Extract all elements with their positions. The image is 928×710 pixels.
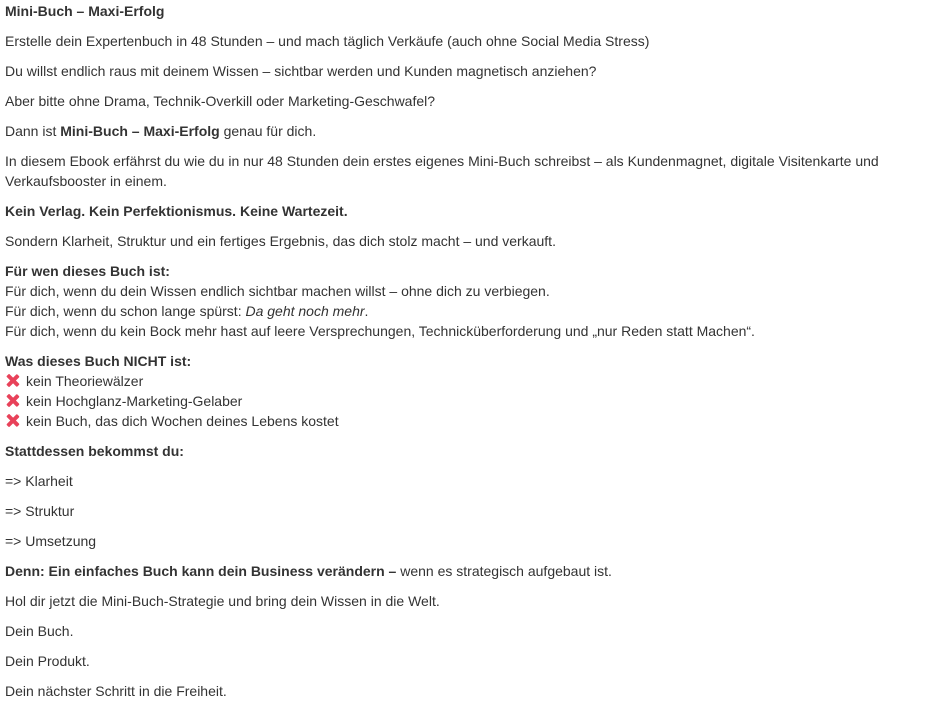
- for-whom-line-2-italic: Da geht noch mehr: [245, 303, 365, 319]
- doc-title: Mini-Buch – Maxi-Erfolg: [5, 3, 165, 19]
- not-list-heading: Was dieses Buch NICHT ist:: [5, 353, 192, 369]
- intro-prefix: Dann ist: [5, 123, 61, 139]
- not-list-item-label: kein Hochglanz-Marketing-Gelaber: [26, 393, 243, 409]
- conclusion-bold: Denn: Ein einfaches Buch kann dein Business verändern –: [5, 563, 397, 579]
- intro-suffix: genau für dich.: [219, 123, 317, 139]
- not-list-item-label: kein Theoriewälzer: [26, 373, 144, 389]
- cross-mark-icon: [5, 393, 20, 408]
- intro-bold: Mini-Buch – Maxi-Erfolg: [60, 123, 220, 139]
- question-1: Du willst endlich raus mit deinem Wissen – sichtbar werden und Kunden magnetisch anziehen?: [5, 63, 597, 79]
- description-line-2: Verkaufsbooster in einem.: [5, 173, 167, 189]
- instead-item: => Klarheit: [5, 473, 73, 489]
- for-whom-line-2-prefix: Für dich, wenn du schon lange spürst:: [5, 303, 246, 319]
- instead-item: => Struktur: [5, 503, 75, 519]
- instead-item: => Umsetzung: [5, 533, 97, 549]
- conclusion: [5, 561, 612, 581]
- for-whom-line-2-suffix: .: [364, 303, 369, 319]
- for-whom-line-3: Für dich, wenn du kein Bock mehr hast auf leere Versprechungen, Technicküberforderung und „nur Reden statt Machen“.: [5, 323, 755, 339]
- instead-heading: Stattdessen bekommst du:: [5, 443, 184, 459]
- doc-subtitle: Erstelle dein Expertenbuch in 48 Stunden – und mach täglich Verkäufe (auch ohne Social Media Stress): [5, 33, 650, 49]
- description-line-1: In diesem Ebook erfährst du wie du in nur 48 Stunden dein erstes eigenes Mini-Buch schreibst – als Kundenmagnet, digitale Visitenkarte und: [5, 153, 879, 169]
- closing-line: Dein Buch.: [5, 623, 74, 639]
- not-list-item: [5, 371, 143, 391]
- tagline-followup: Sondern Klarheit, Struktur und ein fertiges Ergebnis, das dich stolz macht – und verkauft.: [5, 233, 556, 249]
- for-whom-line-2: [5, 301, 368, 321]
- call-to-action: Hol dir jetzt die Mini-Buch-Strategie und bring dein Wissen in die Welt.: [5, 593, 440, 609]
- closing-line: Dein Produkt.: [5, 653, 90, 669]
- for-whom-heading: Für wen dieses Buch ist:: [5, 263, 170, 279]
- not-list-item: [5, 411, 339, 431]
- tagline: Kein Verlag. Kein Perfektionismus. Keine Wartezeit.: [5, 203, 348, 219]
- not-list-item-label: kein Buch, das dich Wochen deines Lebens kostet: [26, 413, 339, 429]
- cross-mark-icon: [5, 373, 20, 388]
- cross-mark-icon: [5, 413, 20, 428]
- conclusion-rest: wenn es strategisch aufgebaut ist.: [396, 563, 612, 579]
- for-whom-line-1: Für dich, wenn du dein Wissen endlich sichtbar machen willst – ohne dich zu verbiegen.: [5, 283, 550, 299]
- closing-line: Dein nächster Schritt in die Freiheit.: [5, 683, 227, 699]
- not-list-item: [5, 391, 242, 411]
- question-2: Aber bitte ohne Drama, Technik-Overkill oder Marketing-Geschwafel?: [5, 93, 436, 109]
- intro-paragraph: [5, 121, 316, 141]
